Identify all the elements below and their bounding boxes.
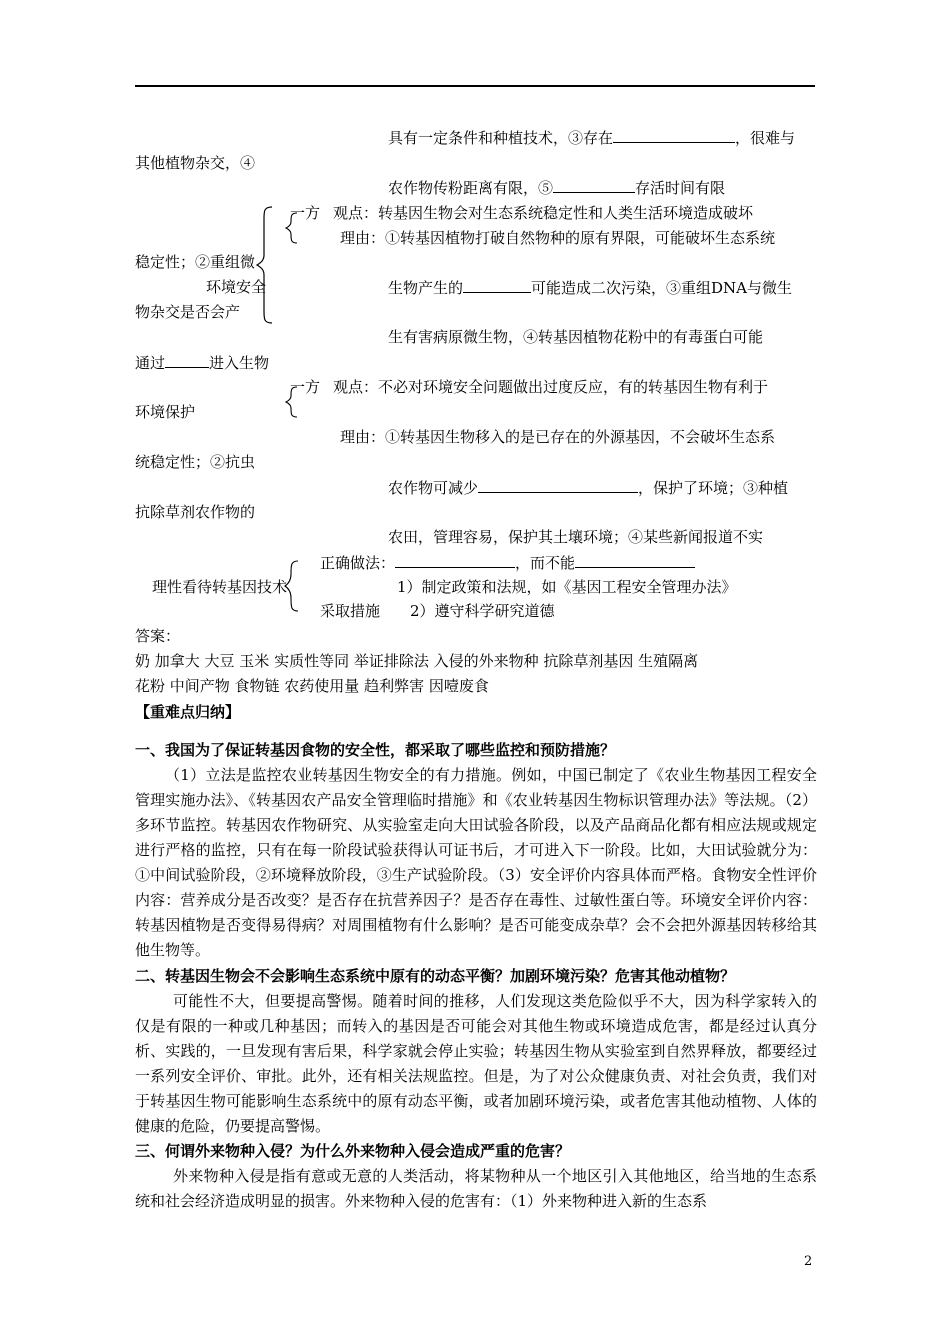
outline-line-5: 理由：①转基因植物打破自然物种的原有界限，可能破坏生态系统 <box>340 229 776 247</box>
fill-blank <box>463 278 531 293</box>
outline-line-10: 生有害病原微生物，④转基因植物花粉中的有毒蛋白可能 <box>388 328 764 346</box>
brace-view-2 <box>285 386 299 418</box>
q1-body: （1）立法是监控农业转基因生物安全的有力措施。例如，中国已制定了《农业生物基因工程安全管理实施办法》、《转基因农产品安全管理临时措施》和《农业转基因生物标识管理办法》等法规。（2）多环节监控。转基因农作物研究、从实验室走向大田试验各阶段，以及产品商品化都有相应法规或规定进行严格的监控，只有在每一阶段试验获得认可证书后，才可进入下一阶段。比如，大田试验就分为：①中间试验阶段，②环境释放阶段，③生产试验阶段。（3）安全评价内容具体而严格。食物安全性评价内容：营养成分是否改变？是否存在抗营养因子？是否存在毒性、过敏性蛋白等。环境安全评价内容：转基因植物是否变得易得病？对周围植物有什么影响？是否可能变成杂草？会不会把外源基因转移给其他生物等。 <box>135 766 817 959</box>
q2-body: 可能性不大，但要提高警惕。随着时间的推移，人们发现这类危险似乎不大，因为科学家转入的仅是有限的一种或几种基因；而转入的基因是否可能会对其他生物或环境造成危害，都是经过认真分析、实践的，一旦发现有害后果，科学家就会停止实验；转基因生物从实验室到自然界释放，都要经过一系列安全评价、审批。此外，还有相关法规监控。但是，为了对公众健康负责、对社会负责，我们对于转基因生物可能影响生态系统中的原有动态平衡，或者加剧环境污染，或者危害其他动植物、人体的健康的危险，仍要提高警惕。 <box>135 992 817 1135</box>
outline-line-13: 环境保护 <box>135 403 196 421</box>
outline-line-14: 理由：①转基因生物移入的是已存在的外源基因，不会破坏生态系 <box>340 428 776 446</box>
header-rule <box>135 85 815 87</box>
outline-line-8 <box>388 278 792 297</box>
outline-line-2: 其他植物杂交，④ <box>135 154 256 172</box>
outline-line-6: 稳定性；②重组微 <box>135 253 256 271</box>
outline-line-19 <box>320 553 695 572</box>
fill-blank <box>575 553 695 568</box>
outline-line-17: 抗除草剂农作物的 <box>135 503 256 521</box>
page-number: 2 <box>804 1254 813 1269</box>
text: 正确做法： <box>320 554 396 572</box>
text: 进入生物 <box>209 354 270 372</box>
text: 通过 <box>135 354 166 372</box>
text: 具有一定条件和种植技术，③存在 <box>388 129 614 147</box>
outline-side-2: 一方 <box>290 378 321 396</box>
fill-blank <box>395 553 515 568</box>
outline-line-15: 统稳定性；②抗虫 <box>135 453 256 471</box>
text: 农作物传粉距离有限，⑤ <box>388 179 554 197</box>
outline-line-18: 农田，管理容易，保护其土壤环境；④某些新闻报道不实 <box>388 528 764 546</box>
answers-line-1: 奶 加拿大 大豆 玉米 实质性等同 举证排除法 入侵的外来物种 抗除草剂基因 生殖隔离 <box>135 652 699 670</box>
outline-line-21: 1）制定政策和法规，如《基因工程安全管理办法》 <box>397 578 737 596</box>
text: 存活时间有限 <box>635 179 726 197</box>
fill-blank <box>613 128 735 143</box>
outline-line-3 <box>388 178 725 197</box>
answers-line-2: 花粉 中间产物 食物链 农药使用量 趋利弊害 因噎废食 <box>135 677 489 695</box>
outline-side-1: 一方 <box>290 204 321 222</box>
text: ，而不能 <box>515 554 576 572</box>
text: 农作物可减少 <box>388 479 479 497</box>
text: ，很难与 <box>735 129 796 147</box>
text: ，保护了环境；③种植 <box>638 479 789 497</box>
fill-blank <box>165 353 209 368</box>
q3-body: 外来物种入侵是指有意或无意的人类活动，将某物种从一个地区引入其他地区，给当地的生态系统和社会经济造成明显的损害。外来物种入侵的危害有：（1）外来物种进入新的生态系 <box>135 1167 817 1210</box>
outline-label-env: 环境安全 <box>206 278 267 296</box>
text: 可能造成二次污染，③重组DNA与微生 <box>531 279 793 297</box>
text: 生物产生的 <box>388 279 464 297</box>
brace-env-safety <box>256 205 276 325</box>
answers-label: 答案： <box>135 627 181 645</box>
outline-line-9: 物杂交是否会产 <box>135 303 241 321</box>
outline-line-4: 观点：转基因生物会对生态系统稳定性和人类生活环境造成破坏 <box>333 204 754 222</box>
brace-rational <box>284 560 300 612</box>
outline-line-11 <box>135 353 269 372</box>
outline-line-1 <box>388 128 795 147</box>
outline-line-22: 2）遵守科学研究道德 <box>410 602 555 620</box>
brace-view-1 <box>285 212 299 244</box>
fill-blank <box>478 478 638 493</box>
q1-title: 一、我国为了保证转基因食物的安全性，都采取了哪些监控和预防措施？ <box>135 741 616 759</box>
section-title: 【重难点归纳】 <box>135 703 241 721</box>
outline-line-16 <box>388 478 788 497</box>
outline-label-measures: 采取措施 <box>320 602 381 620</box>
q2-title: 二、转基因生物会不会影响生态系统中原有的动态平衡？加剧环境污染？危害其他动植物？ <box>135 967 736 985</box>
fill-blank <box>553 178 635 193</box>
outline-title: 理性看待转基因技术 <box>152 578 288 596</box>
outline-line-12: 观点：不必对环境安全问题做出过度反应，有的转基因生物有利于 <box>333 378 769 396</box>
q3-title: 三、何谓外来物种入侵？为什么外来物种入侵会造成严重的危害？ <box>135 1142 571 1160</box>
